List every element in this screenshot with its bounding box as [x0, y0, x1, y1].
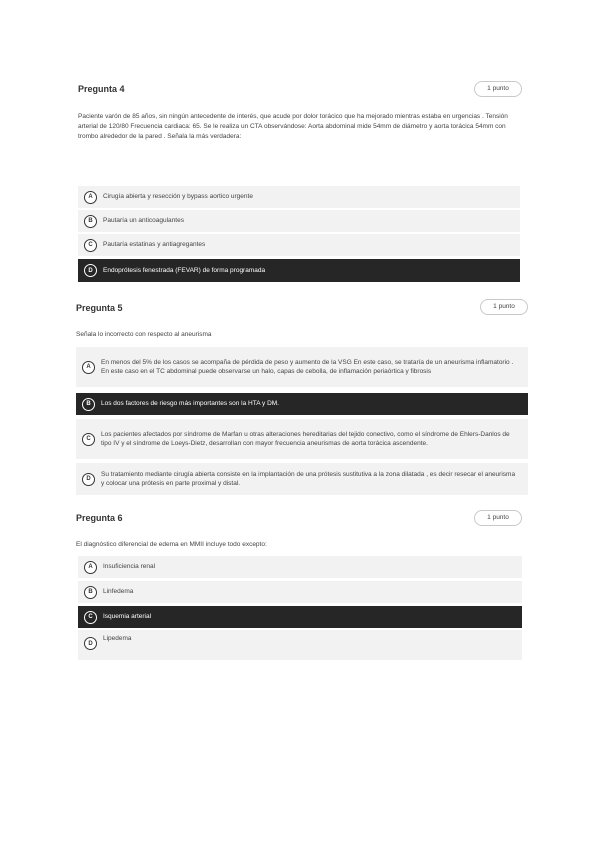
- option-text: Los pacientes afectados por síndrome de Marfan u otras alteraciones hereditarias del tejido conectivo, como el síndrome de Ehlers-Danlos de tipo IV y el síndrome de Loeys-Dietz, desarrollan con mayor frecuencia aneurismas de aorta torácica ascendente.: [101, 430, 510, 447]
- question-6-option-b[interactable]: [78, 581, 522, 603]
- option-letter: B: [84, 586, 97, 599]
- question-5-option-b-selected[interactable]: [76, 393, 528, 415]
- option-text: Endoprótesis fenestrada (FEVAR) de forma programada: [103, 266, 266, 274]
- option-letter: A: [82, 361, 95, 374]
- option-text: Lipedema: [103, 635, 132, 642]
- question-4-title: Pregunta 4: [78, 84, 125, 94]
- question-5-stem: Señala lo incorrecto con respecto al aneurisma: [76, 331, 212, 338]
- option-letter: D: [84, 264, 97, 277]
- question-6-option-a[interactable]: [78, 556, 522, 578]
- option-letter: A: [84, 191, 97, 204]
- option-letter: C: [84, 611, 97, 624]
- option-text: Su tratamiento mediante cirugía abierta consiste en la implantación de una prótesis sustitutiva a la zona dilatada , es decir resecar el aneurisma y colocar una prótesis en parte proximal y distal.: [101, 470, 516, 487]
- option-letter: C: [82, 433, 95, 446]
- option-text: Linfedema: [103, 588, 134, 596]
- question-5-title: Pregunta 5: [76, 303, 123, 313]
- option-letter: B: [84, 215, 97, 228]
- question-4-option-c[interactable]: [78, 234, 520, 256]
- question-4-stem: Paciente varón de 85 años, sin ningún antecedente de interés, que acude por dolor torácico que ha mejorado mientras estaba en urgencias . Tensión arterial de 120/80 Frecuencia cardiaca: 65. Se le realiza un CTA observándose: Aorta abdominal mide 54mm de diámetro y aorta torácica 54mm con trombo alrededor de la pared . Señala la más verdadera:: [78, 113, 508, 140]
- question-4-points-badge: 1 punto: [474, 81, 522, 97]
- question-5-option-a[interactable]: [76, 347, 528, 387]
- question-4-option-b[interactable]: [78, 210, 520, 232]
- option-letter: C: [84, 239, 97, 252]
- question-5-option-d[interactable]: [76, 463, 528, 495]
- option-letter: D: [84, 637, 97, 650]
- option-text: En menos del 5% de los casos se acompaña de pérdida de peso y aumento de la VSG En este caso, se trataría de un aneurisma inflamatorio . En este caso en el TC abdominal puede observarse un halo, capas de cebolla, de inflamación periaórtica y fibrosis: [101, 358, 514, 375]
- question-6-option-d[interactable]: [78, 630, 522, 660]
- question-6-option-c-selected[interactable]: [78, 606, 522, 628]
- option-letter: B: [82, 398, 95, 411]
- option-text: Isquemia arterial: [103, 613, 152, 621]
- question-5-option-c[interactable]: [76, 419, 528, 459]
- question-4-option-d-selected[interactable]: [78, 259, 520, 282]
- question-6-stem: El diagnóstico diferencial de edema en MMII incluye todo excepto:: [76, 541, 267, 548]
- question-6-title: Pregunta 6: [76, 513, 123, 523]
- option-text: Pautaría un anticoagulantes: [103, 217, 184, 225]
- option-text: Insuficiencia renal: [103, 563, 156, 571]
- option-text: Pautaría estatinas y antiagregantes: [103, 241, 206, 249]
- question-5-points-badge: 1 punto: [480, 299, 528, 315]
- option-text: Cirugía abierta y resección y bypass aortico urgente: [103, 193, 253, 201]
- question-6-points-badge: 1 punto: [474, 510, 522, 526]
- option-letter: D: [82, 473, 95, 486]
- question-4-option-a[interactable]: [78, 186, 520, 208]
- option-letter: A: [84, 561, 97, 574]
- option-text: Los dos factores de riesgo más importantes son la HTA y DM.: [101, 400, 279, 408]
